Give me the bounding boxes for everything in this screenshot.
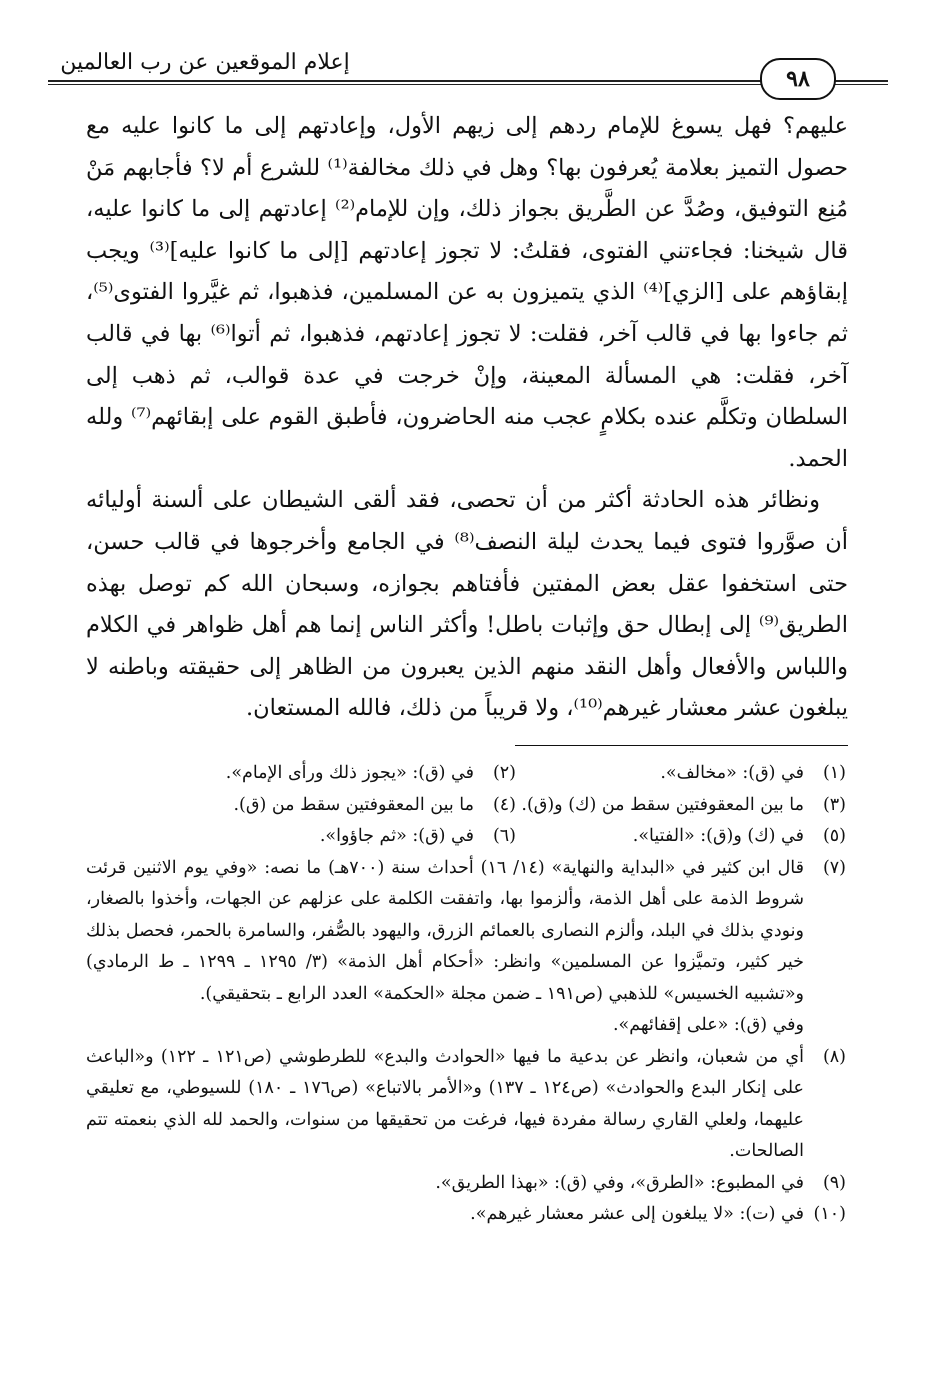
- footnote: [86, 853, 846, 1042]
- footnote-text: في المطبوع: «الطرق»، وفي (ق): «بهذا الطريق».: [435, 1172, 804, 1193]
- footnote-number: (١): [822, 763, 846, 783]
- footnotes: [86, 758, 846, 1231]
- footnote-number: (٩): [822, 1172, 846, 1193]
- footnote: [226, 758, 516, 790]
- footnote-text-main: قال ابن كثير في «البداية والنهاية» (١٤/ ١٦) أحداث سنة (٧٠٠هـ) ما نصه: «وفي يوم الاثنين قرئت شروط الذمة على أهل الذمة، وألزموا بها، واتفقت الكلمة على عزلهم عن الجهات، وأخذوا بالصغار، ونودي بذلك في البلد، وألزم النصارى بالعمائم الزرق، واليهود بالصُّفر، والسامرة بالحمر، فحصل بذلك خير كثير، وتميَّزوا عن المسلمين» وانظر: «أحكام أهل الذمة» (٣/ ١٢٩٥ ـ ١٢٩٩ ـ ط الرمادي) و«تشبيه الخسيس» للذهبي (ص١٩١ ـ ضمن مجلة «الحكمة» العدد الرابع ـ بتحقيقي).: [86, 857, 805, 1004]
- footnote: [86, 1042, 846, 1168]
- footnote-text: أي من شعبان، وانظر عن بدعية ما فيها «الحوادث والبدع» للطرطوشي (ص١٢١ ـ ١٢٢) و«الباعث على إنكار البدع والحوادث» (ص١٢٤ ـ ١٣٧) و«الأمر بالاتباع» (ص١٧٦ ـ ١٨٠) للسيوطي، مع تعليقي عليهما، ولعلي القاري رسالة مفردة فيها، فرغت من تحقيقها من سنوات، والحمد لله الذي بنعمته تتم الصالحات.: [86, 1046, 804, 1161]
- footnote-text: [86, 853, 804, 1042]
- footnote: [86, 1199, 846, 1231]
- footnote-text: في (ق): «يجوز ذلك ورأى الإمام».: [225, 763, 474, 783]
- running-title: إعلام الموقعين عن رب العالمين: [60, 50, 350, 75]
- footnote-pair: [86, 790, 846, 822]
- footnote-number: (١٠): [813, 1204, 846, 1224]
- footnote-number: (٥): [822, 826, 846, 846]
- footnote-pair: [86, 758, 846, 790]
- footnote: [320, 821, 516, 853]
- footnote-text: ما بين المعقوفتين سقط من (ق).: [233, 794, 474, 815]
- footnote-number: (٦): [492, 826, 516, 846]
- footnote-number: (٤): [492, 794, 516, 815]
- footnote-text: في (ت): «لا يبلغون إلى عشر معشار غيرهم».: [470, 1204, 804, 1224]
- footnote: [233, 790, 516, 822]
- body-paragraph: عليهم؟ فهل يسوغ للإمام ردهم إلى زيهم الأول، وإعادتهم إلى ما كانوا عليه مع حصول التميز بعلامة يُعرفون بها؟ وهل في ذلك مخالفة⁽¹⁾ للشرع أم لا؟ فأجابهم مَنْ مُنِع التوفيق، وصُدَّ عن الطَّريق بجواز ذلك، وإن للإمام⁽²⁾ إعادتهم إلى ما كانوا عليه، قال شيخنا: فجاءتني الفتوى، فقلتُ: لا تجوز إعادتهم [إلى ما كانوا عليه]⁽³⁾ ويجب إبقاؤهم على [الزي]⁽⁴⁾ الذي يتميزون به عن المسلمين، فذهبوا، ثم غيَّروا الفتوى⁽⁵⁾، ثم جاءوا بها في قالب آخر، فقلت: لا تجوز إعادتهم، فذهبوا، ثم أتوا⁽⁶⁾ بها في قالب آخر، فقلت: هي المسألة المعينة، وإنْ خرجت في عدة قوالب، ثم ذهب إلى السلطان وتكلَّم عنده بكلامٍ عجب منه الحاضرون، فأطبق القوم على إبقائهم⁽⁷⁾ ولله الحمد.: [86, 113, 849, 472]
- footnote: [516, 790, 846, 822]
- footnote: [516, 821, 846, 853]
- footnote-number: (٨): [822, 1046, 846, 1067]
- footnote: [86, 1168, 846, 1200]
- main-text: [86, 106, 848, 730]
- footnote-number: (٢): [492, 763, 516, 783]
- body-paragraph: ونظائر هذه الحادثة أكثر من أن تحصى، فقد ألقى الشيطان على ألسنة أوليائه أن صوَّروا فتوى فيما يحدث ليلة النصف⁽⁸⁾ في الجامع وأخرجوها في قالب حسن، حتى استخفوا عقل بعض المفتين فأفتاهم بجوازه، وسبحان الله كم توصل بهذه الطريق⁽⁹⁾ إلى إبطال حق وإثبات باطل! وأكثر الناس إنما هم أهل ظواهر في الكلام واللباس والأفعال وأهل النقد منهم الذين يعبرون من الظاهر إلى حقيقته وباطنه لا يبلغون عشر معشار غيرهم⁽¹⁰⁾، ولا قريباً من ذلك، فالله المستعان.: [86, 487, 848, 722]
- footnote-pair: [86, 821, 846, 853]
- footnote-text: في (ق): «مخالف».: [660, 763, 804, 783]
- footnote-number: (٧): [822, 857, 846, 878]
- page-number-badge: ٩٨: [760, 58, 836, 100]
- footnote-text-extra: وفي (ق): «على إقفائهم».: [612, 1015, 804, 1035]
- footnote-text: في (ق): «ثم جاؤوا».: [319, 826, 474, 846]
- footnote-text: ما بين المعقوفتين سقط من (ك) و(ق).: [521, 794, 804, 815]
- footnote-number: (٣): [822, 794, 846, 815]
- footnote: [516, 758, 846, 790]
- footnote-text: في (ك) و(ق): «الفتيا».: [632, 826, 804, 846]
- footnote-separator: [515, 745, 848, 746]
